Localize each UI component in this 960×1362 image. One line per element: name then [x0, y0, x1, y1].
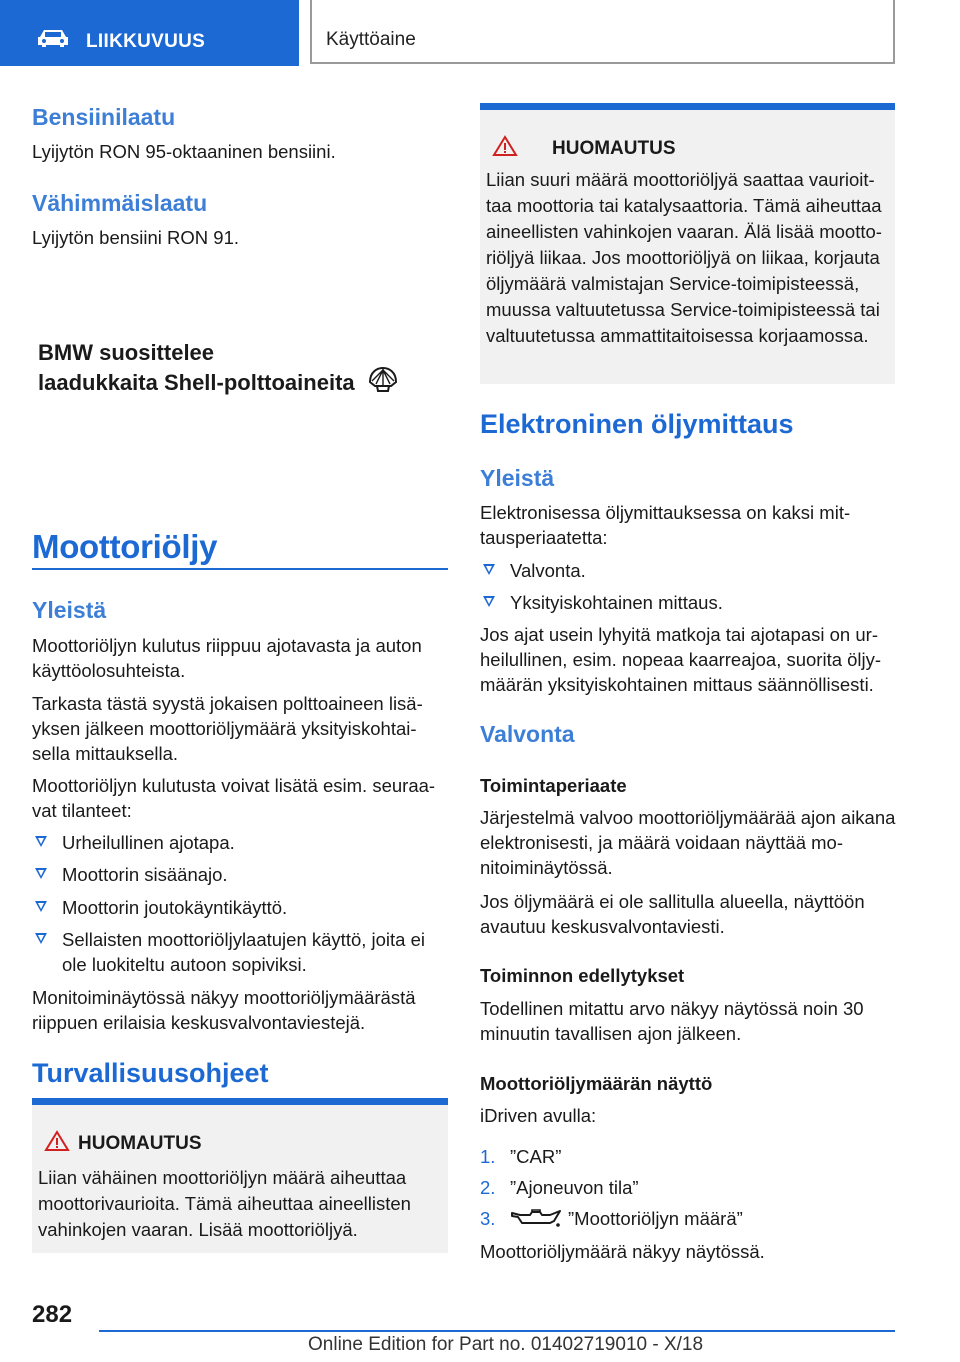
- conditions-heading: Toiminnon edellytykset: [480, 965, 685, 986]
- electronic-oil-heading: Elektroninen öljymittaus: [480, 409, 794, 439]
- section-tab: [0, 0, 299, 66]
- edition-text: Online Edition for Part no. 01402719010 - X/18: [308, 1334, 704, 1355]
- ad-line-1: BMW suosittelee: [38, 340, 215, 365]
- display-text: iDriven avulla:: [480, 1105, 597, 1126]
- fuel-quality-text: Lyijytön RON 95-oktaaninen bensiini.: [32, 141, 336, 162]
- general-text-2: Jos ajat usein lyhyitä matkoja tai ajotapasi on urheilullinen, esim. nopeaa kaarreajoa, suorita öljymäärän yksityiskohtainen mittaus säännöllisesti.: [480, 624, 882, 695]
- shell-logo-icon: [367, 366, 399, 394]
- note-text: Liian suuri määrä moottoriöljyä saattaa vaurioittaa moottoria tai katalysaattoria. Tämä aiheuttaa aineellisten vahinkojen vaaran. Älä lisää moottoriöljyä liikaa. Jos moottoriöljyä on liikaa, korjauta öljymäärä valmistajan Service-toimipisteessä, muussa valtuutetussa Service-toimipisteessä tai valtuutetussa ammattitaitoisessa korjaamossa.: [486, 169, 882, 346]
- list-item: Sellaisten moottoriöljylaatujen käyttö, joita ei ole luokiteltu autoon sopiviksi.: [32, 927, 448, 977]
- bullet-triangle-icon: [483, 564, 495, 575]
- principle-heading: Toimintaperiaate: [480, 775, 627, 796]
- final-text: Moottoriöljymäärä näkyy näytössä.: [480, 1241, 765, 1262]
- note-title: HUOMAUTUS: [552, 138, 676, 159]
- list-item: Moottorin sisäänajo.: [32, 862, 448, 887]
- ad-line-2: laadukkaita Shell-polttoaineita: [38, 366, 399, 396]
- footer-rule: [99, 1330, 895, 1332]
- note-text: Liian vähäinen moottoriöljyn määrä aiheuttaa moottorivaurioita. Tämä aiheuttaa aineellisten vahinkojen vaaran. Lisää moottoriöljyä.: [38, 1167, 411, 1240]
- bullet-triangle-icon: [35, 868, 47, 879]
- warning-note: [32, 1098, 448, 1253]
- engine-oil-heading: Moottoriöljy: [32, 528, 218, 565]
- bullet-triangle-icon: [483, 596, 495, 607]
- bullet-triangle-icon: [35, 933, 47, 944]
- fuel-quality-heading: Bensiinilaatu: [32, 104, 176, 130]
- step-3: 3. ”Moottoriöljyn määrä”: [480, 1208, 743, 1229]
- safety-heading: Turvallisuusohjeet: [32, 1058, 269, 1088]
- paragraph-2: Tarkasta tästä syystä jokaisen polttoaineen lisäyksen jälkeen moottoriöljymäärä yksityiskohtaisella mittauksella.: [32, 693, 423, 764]
- car-icon: [36, 28, 70, 48]
- min-quality-text: Lyijytön bensiini RON 91.: [32, 227, 240, 248]
- bullet-triangle-icon: [35, 836, 47, 847]
- principle-text: Järjestelmä valvoo moottoriöljymäärää ajon aikana elektronisesti, ja määrä voidaan näyttää monitoiminäytössä.: [480, 807, 896, 878]
- warning-triangle-icon: [44, 1130, 70, 1152]
- list-item: Urheilullinen ajotapa.: [32, 830, 448, 855]
- section-label: LIIKKUVUUS: [86, 31, 206, 52]
- general-text: Elektronisessa öljymittauksessa on kaksi mittausperiaatetta:: [480, 502, 851, 548]
- list-item: Yksityiskohtainen mittaus.: [480, 590, 896, 615]
- display-heading: Moottoriöljymäärän näyttö: [480, 1073, 713, 1094]
- note-title: HUOMAUTUS: [78, 1133, 202, 1154]
- list-item: Valvonta.: [480, 558, 896, 583]
- general-heading: Yleistä: [32, 597, 107, 623]
- paragraph-4: Monitoiminäytössä näkyy moottoriöljymäärästä riippuen erilaisia keskusvalvontaviestejä.: [32, 987, 416, 1033]
- general-heading: Yleistä: [480, 465, 555, 491]
- warning-note: [480, 103, 895, 384]
- paragraph-1: Moottoriöljyn kulutus riippuu ajotavasta ja auton käyttöolosuhteista.: [32, 635, 422, 681]
- step-2: 2. ”Ajoneuvon tila”: [480, 1177, 639, 1198]
- shell-recommendation: [38, 339, 399, 396]
- page-number: 282: [32, 1301, 73, 1328]
- heading-rule: [32, 568, 448, 570]
- oil-can-icon: [510, 1209, 562, 1229]
- chapter-header: [310, 0, 895, 64]
- paragraph-3: Moottoriöljyn kulutusta voivat lisätä esim. seuraavat tilanteet:: [32, 775, 436, 821]
- bullet-triangle-icon: [35, 901, 47, 912]
- principle-text-2: Jos öljymäärä ei ole sallitulla alueella, näyttöön avautuu keskusvalvontaviesti.: [480, 891, 865, 937]
- min-quality-heading: Vähimmäislaatu: [32, 190, 208, 216]
- step-1: 1. ”CAR”: [480, 1146, 562, 1167]
- monitoring-heading: Valvonta: [480, 721, 575, 747]
- conditions-text: Todellinen mitattu arvo näkyy näytössä noin 30 minuutin tavallisen ajon jälkeen.: [480, 998, 864, 1044]
- warning-triangle-icon: [492, 135, 518, 157]
- chapter-label: Käyttöaine: [326, 29, 416, 50]
- list-item: Moottorin joutokäyntikäyttö.: [32, 895, 448, 920]
